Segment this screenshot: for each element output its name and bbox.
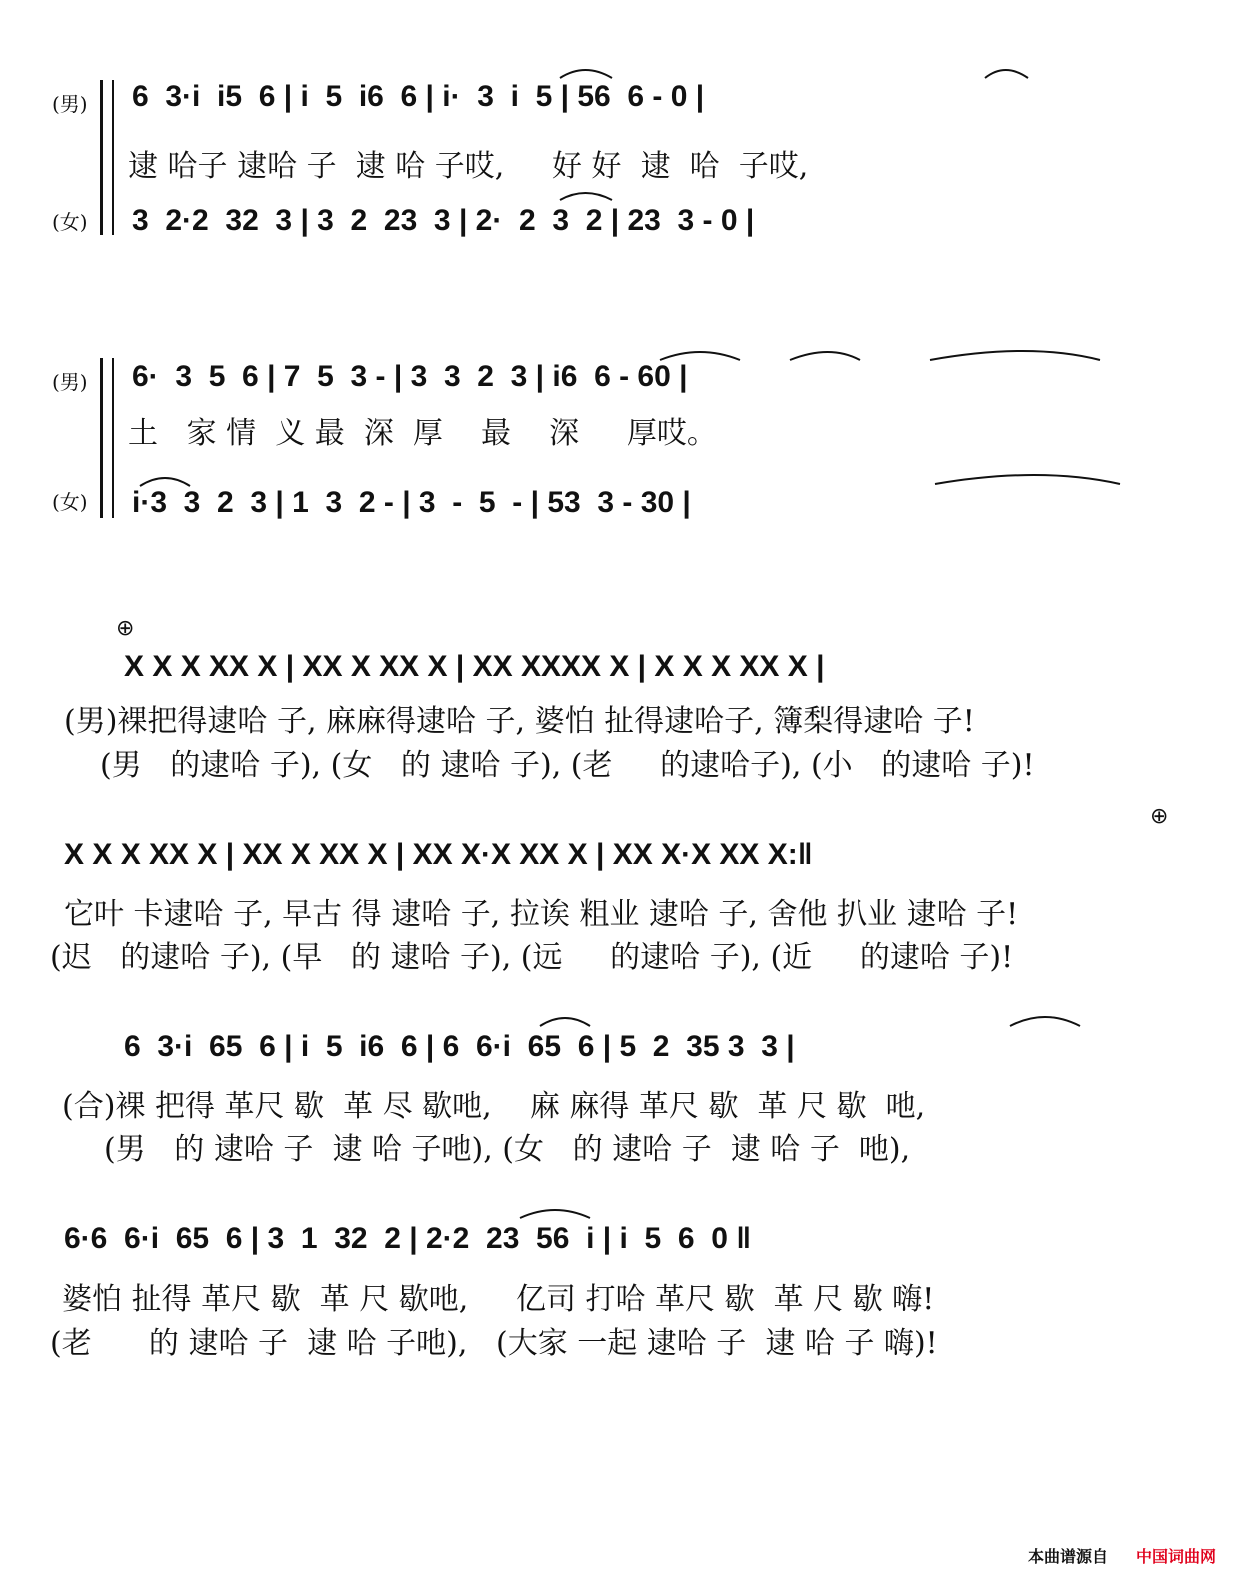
lyrics-row: 土 家 情 义 最 深 厚 最 深 厚哎。: [128, 416, 717, 451]
lyrics-row: 婆怕 扯得 革尺 歇 革 尺 歇吔, 亿司 打哈 革尺 歇 革 尺 歇 嗨!: [62, 1282, 935, 1317]
slur: [560, 193, 612, 200]
coda-sign: ⊕: [116, 616, 135, 641]
slur: [520, 1210, 590, 1218]
notes-row: 6 3·i 65 6 | i 5 i6 6 | 6 6·i 65 6 | 5 2 35 3 3 |: [124, 1030, 795, 1063]
credit-source: 本曲谱源自: [1028, 1547, 1109, 1566]
lyrics-row: (男)裸把得逮哈 子, 麻麻得逮哈 子, 婆怕 扯得逮哈子, 簿梨得逮哈 子!: [64, 704, 975, 739]
rhythm-row: X X X XX X | XX X XX X | XX X·X XX X | XX X·X XX X:‖: [64, 838, 813, 871]
slur: [930, 351, 1100, 360]
coda-sign: ⊕: [1150, 804, 1169, 829]
slur: [660, 352, 740, 360]
slur: [790, 352, 860, 360]
lyrics-response-row: (迟 的逮哈 子), (早 的 逮哈 子), (远 的逮哈 子), (近 的逮哈 子)!: [50, 940, 1014, 975]
part-label-male: (男): [52, 92, 88, 116]
female-notes-row: 3 2·2 32 3 | 3 2 23 3 | 2· 2 3 2 | 23 3 - 0 |: [132, 204, 755, 237]
part-label-male: (男): [52, 370, 88, 394]
slur: [935, 475, 1120, 484]
slur: [1010, 1017, 1080, 1026]
lyrics-row: 它叶 卡逮哈 子, 早古 得 逮哈 子, 拉诶 粗业 逮哈 子, 舍他 扒业 逮哈 子!: [64, 897, 1019, 932]
slur: [140, 478, 190, 486]
female-notes-row: i·3 3 2 3 | 1 3 2 - | 3 - 5 - | 53 3 - 30 |: [132, 486, 691, 519]
credit-site[interactable]: 中国词曲网: [1136, 1547, 1217, 1566]
lyrics-response-row: (男 的 逮哈 子 逮 哈 子吔), (女 的 逮哈 子 逮 哈 子 吔),: [104, 1132, 911, 1167]
part-label-female: (女): [52, 490, 88, 514]
slur: [985, 70, 1028, 78]
rhythm-row: X X X XX X | XX X XX X | XX XXXX X | X X X XX X |: [124, 650, 825, 683]
slur: [540, 1018, 590, 1026]
part-label-female: (女): [52, 210, 88, 234]
male-notes-row: 6· 3 5 6 | 7 5 3 - | 3 3 2 3 | i6 6 - 60 |: [132, 360, 688, 393]
lyrics-row: 逮 哈子 逮哈 子 逮 哈 子哎, 好 好 逮 哈 子哎,: [128, 149, 809, 184]
notes-row: 6·6 6·i 65 6 | 3 1 32 2 | 2·2 23 56 i | i 5 6 0 ‖: [64, 1222, 752, 1255]
lyrics-row: (合)裸 把得 革尺 歇 革 尽 歇吔, 麻 麻得 革尺 歇 革 尺 歇 吔,: [62, 1089, 926, 1124]
male-notes-row: 6 3·i i5 6 | i 5 i6 6 | i· 3 i 5 | 56 6 - 0 |: [132, 80, 705, 113]
slur: [560, 70, 612, 78]
lyrics-response-row: (老 的 逮哈 子 逮 哈 子吔), (大家 一起 逮哈 子 逮 哈 子 嗨)!: [50, 1326, 938, 1361]
lyrics-response-row: (男 的逮哈 子), (女 的 逮哈 子), (老 的逮哈子), (小 的逮哈 子)!: [100, 748, 1035, 783]
